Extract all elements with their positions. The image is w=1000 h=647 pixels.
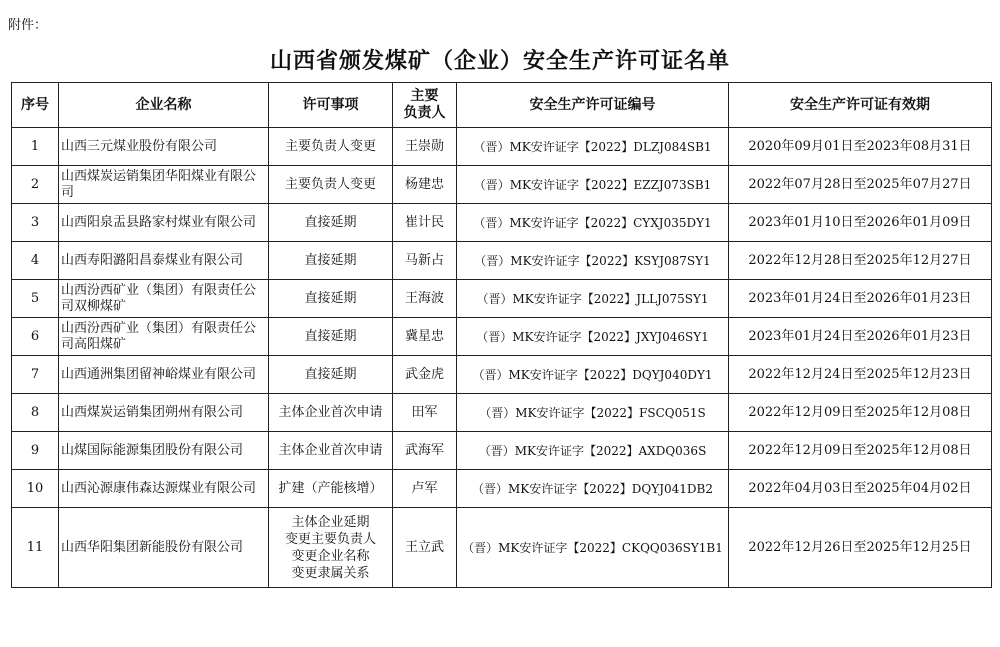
row-validity: 2020年09月01日至2023年08月31日 [729, 128, 992, 166]
row-seq: 4 [12, 242, 59, 280]
row-license-no: （晋）MK安许证字【2022】EZZJ073SB1 [457, 166, 729, 204]
row-validity: 2022年12月28日至2025年12月27日 [729, 242, 992, 280]
row-company: 山西汾西矿业（集团）有限责任公司高阳煤矿 [59, 318, 269, 356]
row-license-no: （晋）MK安许证字【2022】CKQQ036SY1B1 [457, 508, 729, 588]
row-license-no: （晋）MK安许证字【2022】FSCQ051S [457, 394, 729, 432]
row-seq: 7 [12, 356, 59, 394]
row-license-no: （晋）MK安许证字【2022】JXYJ046SY1 [457, 318, 729, 356]
table-row [12, 128, 992, 166]
header-validity: 安全生产许可证有效期 [729, 83, 992, 128]
attachment-label: 附件： [8, 18, 48, 33]
row-company: 山西煤炭运销集团华阳煤业有限公司 [59, 166, 269, 204]
header-person-line2: 负责人 [403, 105, 446, 121]
row-validity: 2023年01月10日至2026年01月09日 [729, 204, 992, 242]
row-seq: 1 [12, 128, 59, 166]
header-seq: 序号 [12, 83, 59, 128]
row-validity: 2022年12月26日至2025年12月25日 [729, 508, 992, 588]
row-seq: 3 [12, 204, 59, 242]
row-validity: 2023年01月24日至2026年01月23日 [729, 318, 992, 356]
row-item: 主要负责人变更 [269, 166, 393, 204]
row-person: 杨建忠 [393, 166, 457, 204]
row-item-line: 变更企业名称 [291, 548, 370, 564]
table-row [12, 318, 992, 356]
row-company: 山西沁源康伟森达源煤业有限公司 [59, 470, 269, 508]
row-item: 扩建（产能核增） [269, 470, 393, 508]
row-item-line: 主体企业延期 [291, 514, 370, 530]
table-row [12, 470, 992, 508]
page-title: 山西省颁发煤矿（企业）安全生产许可证名单 [269, 49, 730, 74]
row-license-no: （晋）MK安许证字【2022】CYXJ035DY1 [457, 204, 729, 242]
row-item: 直接延期 [269, 204, 393, 242]
row-item: 直接延期 [269, 280, 393, 318]
table-row [12, 166, 992, 204]
header-item: 许可事项 [269, 83, 393, 128]
row-company: 山西三元煤业股份有限公司 [59, 128, 269, 166]
row-license-no: （晋）MK安许证字【2022】JLLJ075SY1 [457, 280, 729, 318]
row-company: 山煤国际能源集团股份有限公司 [59, 432, 269, 470]
row-person: 王崇勋 [393, 128, 457, 166]
row-company: 山西寿阳潞阳昌泰煤业有限公司 [59, 242, 269, 280]
row-seq: 6 [12, 318, 59, 356]
row-validity: 2022年12月09日至2025年12月08日 [729, 394, 992, 432]
row-person: 崔计民 [393, 204, 457, 242]
table-row [12, 356, 992, 394]
header-person [393, 83, 457, 128]
row-item: 直接延期 [269, 242, 393, 280]
row-person: 武海军 [393, 432, 457, 470]
row-seq: 9 [12, 432, 59, 470]
row-person: 武金虎 [393, 356, 457, 394]
header-person-line1: 主要 [410, 88, 439, 104]
row-item-line: 变更隶属关系 [291, 565, 370, 581]
table-row [12, 508, 992, 588]
row-item: 主要负责人变更 [269, 128, 393, 166]
row-company: 山西汾西矿业（集团）有限责任公司双柳煤矿 [59, 280, 269, 318]
row-license-no: （晋）MK安许证字【2022】DLZJ084SB1 [457, 128, 729, 166]
header-company: 企业名称 [59, 83, 269, 128]
row-person: 王立武 [393, 508, 457, 588]
row-person: 冀星忠 [393, 318, 457, 356]
row-validity: 2022年04月03日至2025年04月02日 [729, 470, 992, 508]
row-person: 田军 [393, 394, 457, 432]
row-person: 马新占 [393, 242, 457, 280]
row-person: 卢军 [393, 470, 457, 508]
header-license-no: 安全生产许可证编号 [457, 83, 729, 128]
row-item: 主体企业首次申请 [269, 394, 393, 432]
row-validity: 2022年07月28日至2025年07月27日 [729, 166, 992, 204]
row-license-no: （晋）MK安许证字【2022】DQYJ041DB2 [457, 470, 729, 508]
row-seq: 10 [12, 470, 59, 508]
row-company: 山西华阳集团新能股份有限公司 [59, 508, 269, 588]
row-person: 王海波 [393, 280, 457, 318]
table-row [12, 432, 992, 470]
row-item [269, 508, 393, 588]
row-seq: 5 [12, 280, 59, 318]
table-header-row [12, 83, 992, 128]
license-table [11, 82, 992, 588]
row-validity: 2022年12月24日至2025年12月23日 [729, 356, 992, 394]
row-seq: 8 [12, 394, 59, 432]
row-seq: 2 [12, 166, 59, 204]
row-seq: 11 [12, 508, 59, 588]
row-license-no: （晋）MK安许证字【2022】KSYJ087SY1 [457, 242, 729, 280]
row-company: 山西通洲集团留神峪煤业有限公司 [59, 356, 269, 394]
row-company: 山西煤炭运销集团朔州有限公司 [59, 394, 269, 432]
table-row [12, 242, 992, 280]
row-license-no: （晋）MK安许证字【2022】DQYJ040DY1 [457, 356, 729, 394]
row-item: 直接延期 [269, 356, 393, 394]
table-row [12, 204, 992, 242]
row-item: 主体企业首次申请 [269, 432, 393, 470]
table-row [12, 394, 992, 432]
row-license-no: （晋）MK安许证字【2022】AXDQ036S [457, 432, 729, 470]
row-item-line: 变更主要负责人 [284, 531, 376, 547]
row-company: 山西阳泉盂县路家村煤业有限公司 [59, 204, 269, 242]
row-item: 直接延期 [269, 318, 393, 356]
row-validity: 2022年12月09日至2025年12月08日 [729, 432, 992, 470]
table-row [12, 280, 992, 318]
row-validity: 2023年01月24日至2026年01月23日 [729, 280, 992, 318]
